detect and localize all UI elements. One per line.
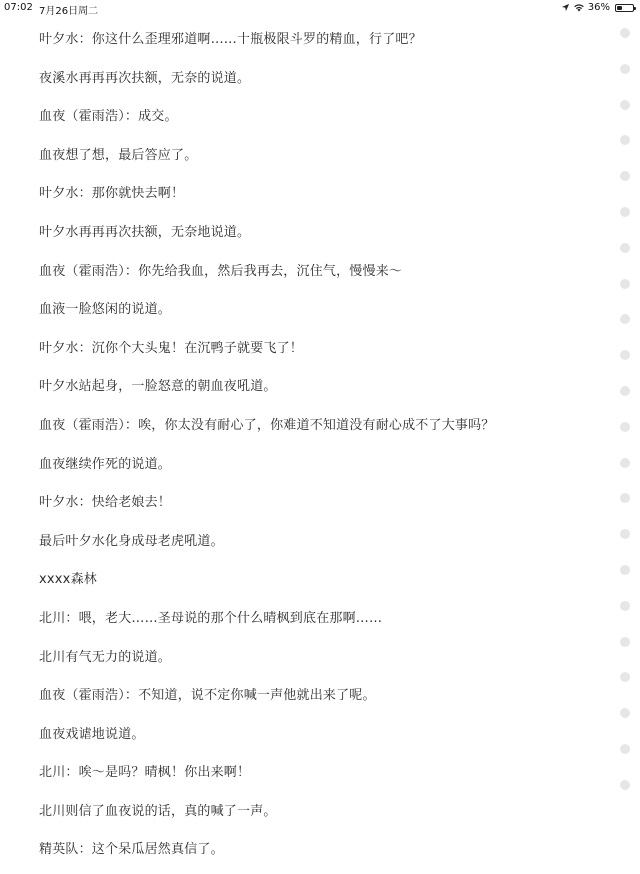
paragraph: 北川有气无力的说道。 <box>39 649 172 665</box>
scroll-dot <box>620 207 630 217</box>
paragraph: 血夜想了想，最后答应了。 <box>39 147 198 163</box>
scroll-dot <box>620 493 630 503</box>
scroll-dot <box>620 422 630 432</box>
scroll-dot <box>620 780 630 790</box>
paragraph: 叶夕水：快给老娘去！ <box>39 495 172 511</box>
paragraph: 血夜（霍雨浩）：不知道，说不定你喊一声他就出来了呢。 <box>39 688 376 704</box>
paragraph: 最后叶夕水化身成母老虎吼道。 <box>39 533 224 549</box>
paragraph: 叶夕水站起身，一脸怒意的朝血夜吼道。 <box>39 379 277 395</box>
paragraph: xxxx森林 <box>39 572 97 588</box>
scroll-dot <box>620 601 630 611</box>
status-date: 7月26日周二 <box>39 6 99 17</box>
status-time: 07:02 <box>4 2 33 13</box>
paragraph: 北川：喂，老大……圣母说的那个什么晴枫到底在那啊…… <box>39 610 383 626</box>
scroll-dot <box>620 386 630 396</box>
scroll-dot <box>620 243 630 253</box>
scroll-dot <box>620 350 630 360</box>
paragraph: 血夜（霍雨浩）：成交。 <box>39 109 178 125</box>
scroll-dot <box>620 529 630 539</box>
location-icon <box>561 3 570 12</box>
scroll-dot <box>620 135 630 145</box>
wifi-icon <box>573 3 585 12</box>
scroll-dot <box>620 100 630 110</box>
scroll-dot <box>620 708 630 718</box>
scroll-dot <box>620 171 630 181</box>
paragraph: 血夜继续作死的说道。 <box>39 456 172 472</box>
paragraph: 叶夕水：那你就快去啊！ <box>39 186 185 202</box>
paragraph: 叶夕水：沉你个大头鬼！在沉鸭子就要飞了！ <box>39 340 304 356</box>
scroll-dot <box>620 458 630 468</box>
battery-percent: 36% <box>587 2 610 13</box>
paragraph: 北川：唉～是吗？晴枫！你出来啊！ <box>39 765 251 781</box>
scroll-dot <box>620 672 630 682</box>
scroll-dot <box>620 565 630 575</box>
scroll-dot <box>620 314 630 324</box>
paragraph: 血液一脸悠闲的说道。 <box>39 302 172 318</box>
article-text <box>39 25 579 874</box>
paragraph: 血夜戏谑地说道。 <box>39 726 145 742</box>
scroll-dot <box>620 28 630 38</box>
paragraph: 精英队：这个呆瓜居然真信了。 <box>39 842 224 858</box>
scroll-dot <box>620 637 630 647</box>
status-right <box>561 2 634 13</box>
paragraph: 北川则信了血夜说的话，真的喊了一声。 <box>39 803 277 819</box>
paragraph: 夜溪水再再再次扶额，无奈的说道。 <box>39 70 251 86</box>
scroll-dot <box>620 64 630 74</box>
paragraph: 叶夕水再再再次扶额，无奈地说道。 <box>39 224 251 240</box>
scroll-indicator[interactable] <box>620 28 632 816</box>
scroll-dot <box>620 279 630 289</box>
paragraph: 血夜（霍雨浩）：唉，你太没有耐心了，你难道不知道没有耐心成不了大事吗？ <box>39 417 495 433</box>
scroll-dot <box>620 744 630 754</box>
paragraph: 叶夕水：你这什么歪理邪道啊……十瓶极限斗罗的精血，行了吧？ <box>39 32 422 47</box>
status-bar <box>0 0 640 18</box>
paragraph: 血夜（霍雨浩）：你先给我血，然后我再去，沉住气，慢慢来～ <box>39 263 403 279</box>
battery-icon <box>615 4 634 12</box>
